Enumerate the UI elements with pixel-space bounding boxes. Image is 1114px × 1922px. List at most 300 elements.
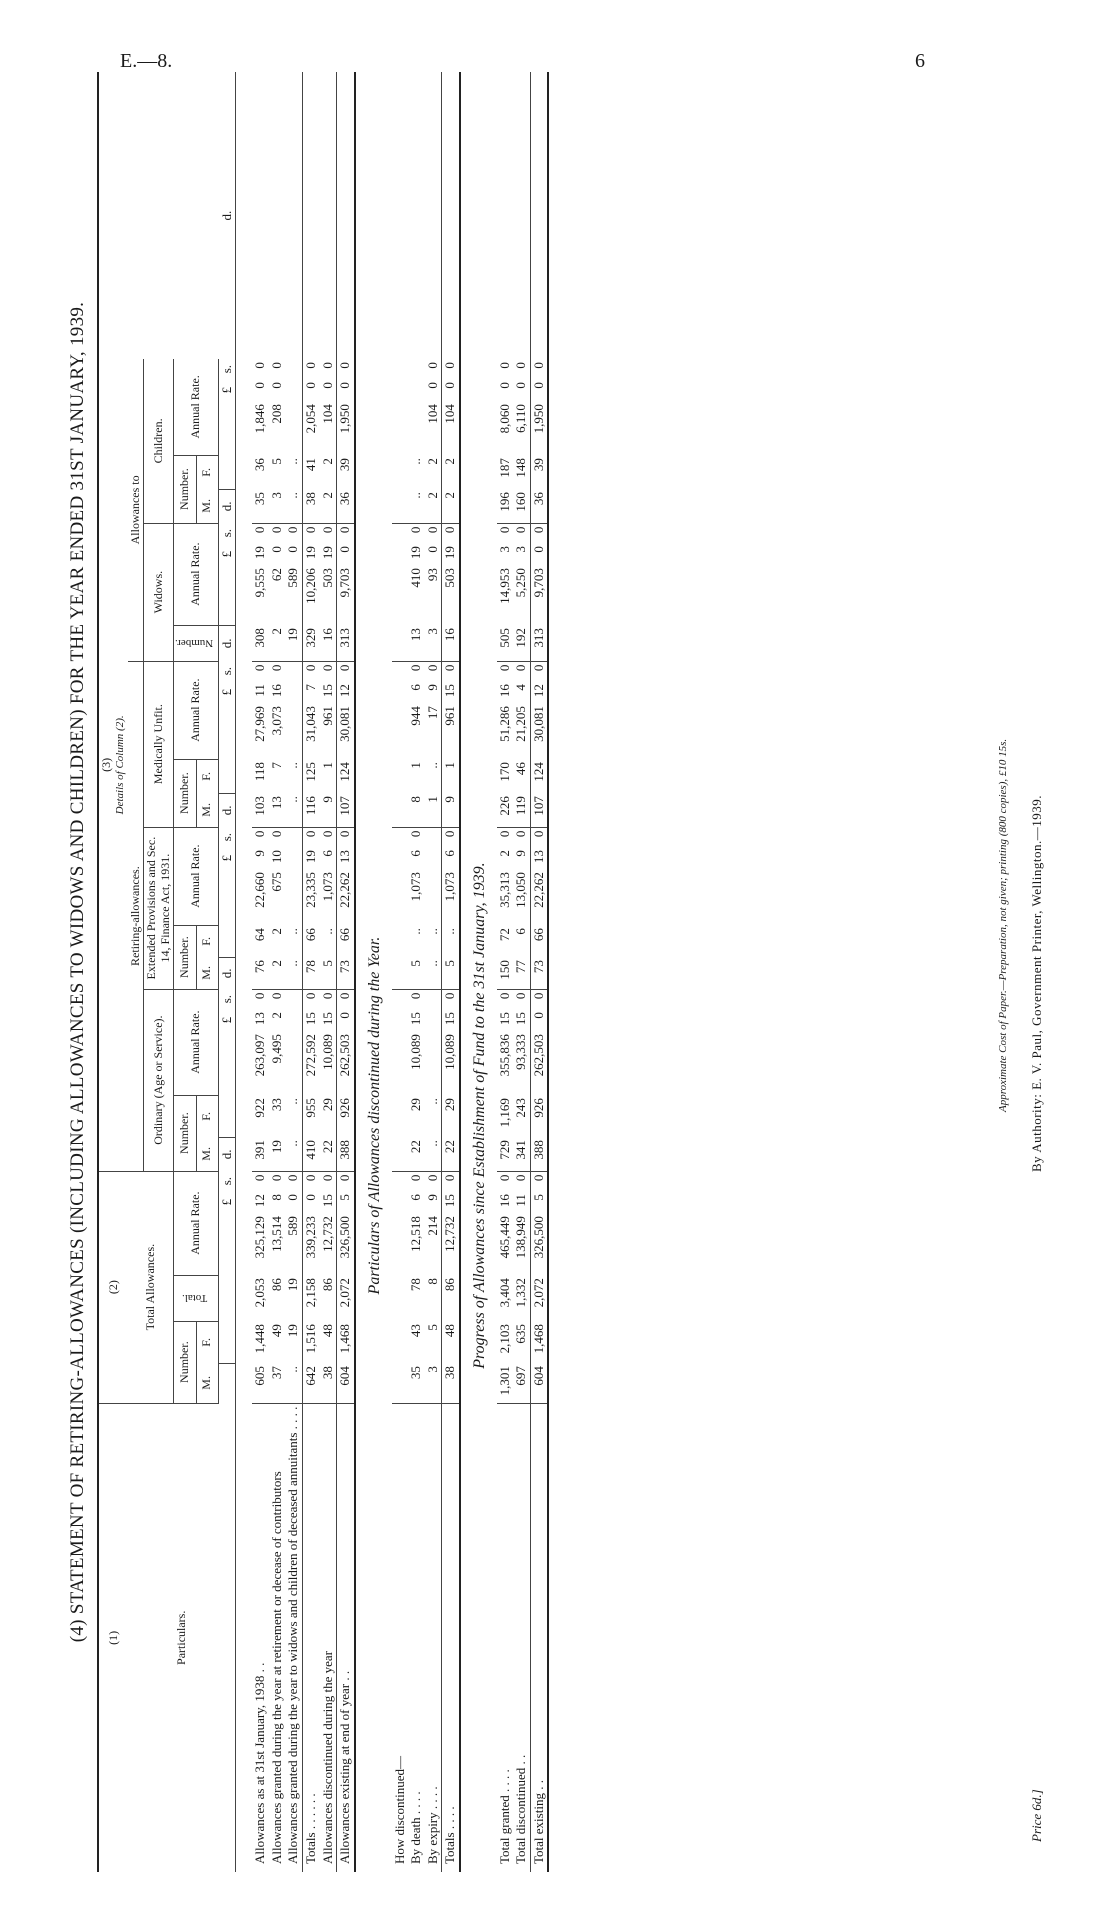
cell-value: 86 [319, 1278, 335, 1292]
cell-value: 313 [530, 625, 548, 661]
section-row [460, 72, 497, 1872]
cell-value: 31,043 [303, 706, 319, 742]
cell-value: 339,233 [303, 1216, 319, 1259]
cell-value: 0 [252, 992, 268, 1000]
cell-value: 1 [442, 762, 458, 769]
cell-value: 0 [530, 992, 546, 1000]
cell-value: 19 [269, 1137, 286, 1171]
cell-value: 19 [319, 546, 335, 560]
cell-value [392, 703, 409, 759]
cell-value: 505 [497, 625, 514, 661]
col3-subtitle: Details of Column (2). [114, 715, 127, 815]
cell-value: 5 [530, 1194, 546, 1201]
table-row [425, 72, 442, 1872]
cell-value: 729 [497, 1137, 514, 1171]
row-label: Allowances discontinued during the year [319, 1651, 335, 1864]
cell-value: 19 [285, 1324, 301, 1338]
cell-value: 0 [530, 1012, 546, 1019]
cell-value: 9 [513, 850, 529, 857]
cell-value: 0 [513, 526, 529, 534]
cell-value: 2,072 [530, 1278, 546, 1308]
cell-value: 23,335 [303, 872, 319, 908]
unit-cell [218, 1095, 236, 1137]
unit-d: d. [218, 968, 234, 979]
cell-value: 0 [268, 1174, 284, 1182]
cell-value: .. [424, 1098, 440, 1105]
cell-value: 29 [442, 1098, 458, 1112]
cell-value: 13,050 [513, 872, 529, 908]
table-row [252, 72, 269, 1872]
cell-value: 35 [408, 1363, 425, 1403]
cell-value: 66 [530, 928, 546, 942]
cell-value: 0 [268, 546, 284, 553]
cell-value: 1,516 [303, 1324, 319, 1354]
cell-value: 125 [303, 762, 319, 782]
unit-cell [218, 759, 236, 793]
cell-value: 0 [513, 382, 529, 389]
cell-value: 66 [303, 928, 319, 942]
cell-value: 326,500 [337, 1216, 353, 1259]
cell-value: 5 [424, 1324, 440, 1331]
cell-value: 0 [268, 382, 284, 389]
cell-value: 1,950 [337, 404, 353, 434]
cell-value: 326,500 [530, 1216, 546, 1259]
ordinary-heading: Ordinary (Age or Service). [144, 989, 174, 1171]
cell-value: 0 [268, 664, 284, 672]
cell-value: 6 [408, 684, 424, 691]
cell-value [392, 681, 409, 703]
ordinary-number-heading: Number. [174, 1095, 196, 1171]
cell-value: .. [408, 489, 425, 523]
cell-value: 391 [252, 1137, 269, 1171]
cell-value [408, 401, 425, 455]
cell-value: 605 [252, 1363, 269, 1403]
cell-value: 0 [285, 546, 301, 553]
cell-value: 2,103 [496, 1324, 512, 1354]
row-label: Totals . . . . . . [303, 1793, 319, 1864]
cell-value: 9,495 [268, 1034, 284, 1064]
table-row [269, 72, 286, 1872]
authority-line: By Authority: E. V. Paul, Government Printer, Wellington.—1939. [1029, 795, 1044, 1172]
cell-value: 22 [408, 1137, 425, 1171]
cell-value [285, 827, 302, 847]
cell-value: 30,081 [530, 706, 546, 742]
unit-d: d. [218, 638, 234, 649]
cell-value: 39 [530, 458, 546, 472]
cell-value: 0 [319, 382, 335, 389]
col2-number: (2) [98, 1171, 128, 1403]
cell-value: 0 [513, 1174, 529, 1182]
cell-value: .. [424, 762, 440, 769]
cell-value: 5 [320, 957, 337, 989]
table-row [530, 72, 548, 1872]
cell-value: 926 [530, 1098, 546, 1118]
cell-value: 72 [496, 928, 512, 942]
cell-value: 1,468 [530, 1324, 546, 1354]
row-label: Allowances existing at end of year . . [337, 1670, 353, 1864]
cell-value [285, 379, 302, 401]
cell-value: 86 [268, 1278, 284, 1292]
cell-value: 8 [424, 1278, 440, 1285]
cell-value [392, 661, 409, 681]
unit-pound: £ [218, 854, 234, 862]
cell-value: 11 [513, 1194, 529, 1207]
cell-value: 46 [513, 762, 529, 776]
cell-value: 170 [496, 762, 512, 782]
cell-value: 124 [337, 762, 353, 782]
cell-value: 19 [285, 625, 302, 661]
cell-value [285, 1009, 302, 1031]
cell-value: 104 [319, 404, 335, 424]
cell-value: 6 [513, 928, 529, 935]
cell-value: 1,073 [442, 872, 458, 902]
cell-value: 8,060 [496, 404, 512, 434]
children-rate-heading: Annual Rate. [174, 359, 219, 455]
row-label: How discontinued— [391, 1756, 407, 1864]
cell-value: 9 [252, 850, 268, 857]
cell-value: 2 [496, 850, 512, 857]
unit-pound: £ [218, 688, 234, 696]
children-heading: Children. [144, 359, 174, 523]
cell-value: 410 [303, 1137, 320, 1171]
cell-value: 0 [268, 362, 284, 369]
cell-value: 15 [496, 1012, 512, 1026]
unit-cell [218, 703, 236, 759]
cell-value [392, 1213, 409, 1275]
cell-value: 0 [496, 830, 512, 838]
cell-value: 16 [268, 684, 284, 698]
cell-value: 15 [319, 1194, 335, 1208]
cell-value: 961 [442, 706, 458, 726]
cell-value: 66 [337, 928, 353, 942]
cell-value: 0 [530, 362, 546, 369]
extended-number-heading: Number. [174, 925, 196, 989]
cell-value: 3 [425, 625, 442, 661]
cell-value: 35,313 [496, 872, 512, 908]
cell-value [392, 359, 409, 379]
cell-value: 0 [496, 362, 512, 369]
total-f-heading: F. [196, 1321, 218, 1363]
cell-value: 6 [408, 850, 424, 857]
unit-pound: £ [218, 386, 234, 394]
cell-value [285, 989, 302, 1009]
cell-value: 0 [424, 362, 440, 369]
allowances-to-heading: Allowances to [128, 359, 144, 661]
cell-value: 208 [268, 404, 284, 424]
cell-value: 0 [530, 664, 546, 672]
cell-value [392, 957, 409, 989]
table-row [513, 72, 530, 1872]
unit-s: s. [218, 528, 234, 538]
cell-value: 12,518 [408, 1216, 424, 1252]
cell-value: 1,468 [337, 1324, 353, 1354]
cell-value: 0 [530, 382, 546, 389]
cell-value: 955 [303, 1098, 319, 1118]
cell-value: 107 [530, 793, 548, 827]
cell-value: 36 [252, 458, 268, 472]
cell-value [392, 1321, 409, 1363]
cell-value: 73 [337, 957, 355, 989]
cell-value: 37 [269, 1363, 286, 1403]
cell-value: 12 [337, 684, 353, 698]
cell-value: 104 [442, 404, 458, 424]
cell-value: 29 [319, 1098, 335, 1112]
cell-value: 160 [513, 489, 530, 523]
rotated-page [67, 72, 1077, 1872]
spacer-row [236, 72, 253, 1872]
table-row [320, 72, 337, 1872]
cell-value: 0 [337, 992, 353, 1000]
table-row [337, 72, 355, 1872]
cell-value: 148 [513, 458, 529, 478]
cell-value: 2 [269, 625, 286, 661]
allowances-table [97, 72, 549, 1872]
cell-value: 0 [408, 664, 424, 672]
cell-value: 15 [319, 1012, 335, 1026]
cell-value: 0 [252, 362, 268, 369]
cell-value: 15 [513, 1012, 529, 1026]
cell-value: 2,053 [252, 1278, 268, 1308]
cell-value: 0 [424, 546, 440, 553]
cell-value: 107 [337, 793, 355, 827]
cell-value: 38 [320, 1363, 337, 1403]
cell-value: 33 [268, 1098, 284, 1112]
cell-value: .. [285, 928, 301, 935]
cell-value: 22 [320, 1137, 337, 1171]
cell-value: 0 [496, 664, 512, 672]
cell-value: 116 [303, 793, 320, 827]
cell-value: 0 [442, 362, 458, 369]
particulars-heading: Particulars. [128, 1403, 236, 1872]
cell-value: 103 [252, 793, 269, 827]
statement-title: (4) STATEMENT OF RETIRING-ALLOWANCES (INCLUDING ALLOWANCES TO WIDOWS AND CHILDREN) FOR THE YEAR ENDED 31ST JANUARY, 1939. [67, 301, 88, 1643]
cell-value: 0 [285, 526, 301, 534]
cell-value: 41 [303, 458, 319, 472]
cell-value: 0 [337, 1012, 353, 1019]
cell-value: 1,332 [513, 1278, 529, 1308]
cell-value: 22,262 [337, 872, 353, 908]
cell-value: 0 [496, 1174, 512, 1182]
table-body [236, 72, 548, 1872]
unit-pound: £ [218, 550, 234, 558]
cell-value: 9 [424, 684, 440, 691]
cell-value: 1,301 [497, 1363, 514, 1403]
cell-value: 0 [424, 526, 440, 534]
cell-value: 16 [496, 684, 512, 698]
medically-number-heading: Number. [174, 759, 196, 827]
cell-value: 604 [530, 1363, 548, 1403]
cell-value [392, 565, 409, 625]
page-number: 6 [915, 50, 925, 72]
cell-value: 22,660 [252, 872, 268, 908]
cell-value: 9,555 [252, 568, 268, 598]
cell-value: 0 [408, 526, 424, 534]
cell-value: 262,503 [337, 1034, 353, 1077]
unit-cell [218, 455, 236, 489]
cell-value: 19 [303, 850, 319, 864]
cell-value: 13 [530, 850, 546, 864]
cell-value [425, 1009, 442, 1031]
cell-value: 0 [442, 992, 458, 1000]
cell-value [392, 455, 409, 489]
cell-value: 0 [337, 362, 353, 369]
unit-cell [218, 1031, 236, 1095]
col3-heading: (3) Details of Column (2). [98, 359, 128, 1171]
cell-value: 78 [303, 957, 320, 989]
cell-value: 9 [424, 1194, 440, 1201]
cell-value: 15 [442, 684, 458, 698]
cell-value [285, 359, 302, 379]
cell-value: 0 [303, 382, 319, 389]
cell-value: 15 [442, 1194, 458, 1208]
cell-value [425, 847, 442, 869]
cell-value: 10,089 [408, 1034, 424, 1070]
cell-value: 355,836 [496, 1034, 512, 1077]
cell-value: 0 [337, 664, 353, 672]
cell-value: 0 [319, 526, 335, 534]
cell-value [392, 925, 409, 957]
cell-value: .. [425, 957, 442, 989]
cell-value: 51,286 [496, 706, 512, 742]
row-label: Totals . . . . [442, 1806, 458, 1864]
cell-value: 697 [513, 1363, 530, 1403]
unit-cell [218, 1363, 236, 1403]
cell-value: 635 [513, 1324, 529, 1344]
cell-value [285, 661, 302, 681]
cell-value [392, 543, 409, 565]
cell-value: 86 [442, 1278, 458, 1292]
document-reference: E.—8. [120, 50, 173, 72]
cell-value: 7 [303, 684, 319, 691]
cell-value: 19 [252, 546, 268, 560]
cell-value: 138,949 [513, 1216, 529, 1259]
cell-value [392, 989, 409, 1009]
row-label: Total discontinued . . [513, 1754, 529, 1864]
cell-value: 0 [303, 992, 319, 1000]
cell-value [392, 1009, 409, 1031]
cell-value: 0 [337, 1174, 353, 1182]
cell-value: 4 [513, 684, 529, 691]
cell-value: 2 [268, 928, 284, 935]
cell-value: 38 [442, 1363, 460, 1403]
unit-s: s. [218, 364, 234, 374]
cell-value: 263,097 [252, 1034, 268, 1077]
cell-value: 0 [442, 664, 458, 672]
cell-value: 15 [408, 1012, 424, 1026]
cell-value [425, 869, 442, 925]
ordinary-f-heading: F. [196, 1095, 218, 1137]
cell-value [285, 681, 302, 703]
unit-cell [218, 1275, 236, 1321]
medically-m-heading: M. [196, 793, 218, 827]
cell-value: 6 [408, 1194, 424, 1201]
cell-value: 2,072 [337, 1278, 353, 1308]
cell-value: 30,081 [337, 706, 353, 742]
cell-value: 15 [442, 1012, 458, 1026]
unit-pound: £ [218, 1016, 234, 1024]
cell-value: 36 [337, 489, 355, 523]
cell-value: 0 [496, 992, 512, 1000]
cell-value [392, 847, 409, 869]
col1-number: (1) [105, 1630, 120, 1645]
row-label: Allowances granted during the year to widows and children of deceased annuitants . . . . [285, 1406, 301, 1864]
cell-value: 77 [513, 957, 530, 989]
cell-value: 926 [337, 1098, 353, 1118]
unit-cell [218, 1321, 236, 1363]
cost-note: Approximate Cost of Paper.—Preparation, not given; printing (800 copies), £10 15s. [997, 738, 1009, 1112]
unit-d: d. [218, 210, 234, 221]
cell-value: 0 [337, 546, 353, 553]
cell-value [392, 759, 409, 793]
children-number-heading: Number. [174, 455, 196, 523]
cell-value: 0 [424, 664, 440, 672]
cell-value: 262,503 [530, 1034, 546, 1077]
cell-value: 341 [513, 1137, 530, 1171]
cell-value: 192 [513, 625, 530, 661]
cell-value: 5 [408, 957, 425, 989]
table-row [285, 72, 302, 1872]
cell-value [392, 625, 409, 661]
extended-rate-heading: Annual Rate. [174, 827, 219, 925]
cell-value: 465,449 [496, 1216, 512, 1259]
cell-value: 196 [497, 489, 514, 523]
cell-value: 2 [320, 489, 337, 523]
cell-value: .. [285, 1363, 302, 1403]
cell-value: 2 [269, 957, 286, 989]
table-row [497, 72, 514, 1872]
cell-value: 0 [303, 526, 319, 534]
cell-value [392, 1095, 409, 1137]
medically-unfit-heading: Medically Unfit. [144, 661, 174, 827]
cell-value [392, 869, 409, 925]
cell-value: .. [442, 928, 458, 935]
cell-value [392, 1137, 409, 1171]
cell-value: 9 [442, 793, 460, 827]
cell-value: 0 [303, 664, 319, 672]
cell-value: 12 [252, 1194, 268, 1208]
cell-value: 35 [252, 489, 269, 523]
cell-value: 13 [252, 1012, 268, 1026]
cell-value: 0 [408, 992, 424, 1000]
table-row [392, 72, 409, 1872]
total-m-heading: M. [196, 1363, 218, 1403]
cell-value: 0 [408, 1174, 424, 1182]
cell-value: .. [319, 928, 335, 935]
widows-rate-heading: Annual Rate. [174, 523, 219, 625]
cell-value: 0 [424, 382, 440, 389]
cell-value: 0 [530, 526, 546, 534]
cell-value: 73 [530, 957, 548, 989]
cell-value: 29 [408, 1098, 424, 1112]
cell-value: 3 [425, 1363, 442, 1403]
price-note: Price 6d.] [1029, 1789, 1044, 1842]
cell-value: 5 [442, 957, 460, 989]
cell-value: 48 [319, 1324, 335, 1338]
cell-value: 16 [442, 625, 460, 661]
cell-value: 0 [252, 1174, 268, 1182]
unit-s: s. [218, 666, 234, 676]
cell-value: 329 [303, 625, 320, 661]
cell-value: 0 [268, 992, 284, 1000]
cell-value: 0 [496, 382, 512, 389]
cell-value: 675 [268, 872, 284, 892]
cell-value: 0 [442, 1174, 458, 1182]
cell-value: 589 [285, 1216, 301, 1236]
cell-value: 3 [269, 489, 286, 523]
cell-value: 313 [337, 625, 355, 661]
cell-value: 119 [513, 793, 530, 827]
extended-m-heading: M. [196, 957, 218, 989]
